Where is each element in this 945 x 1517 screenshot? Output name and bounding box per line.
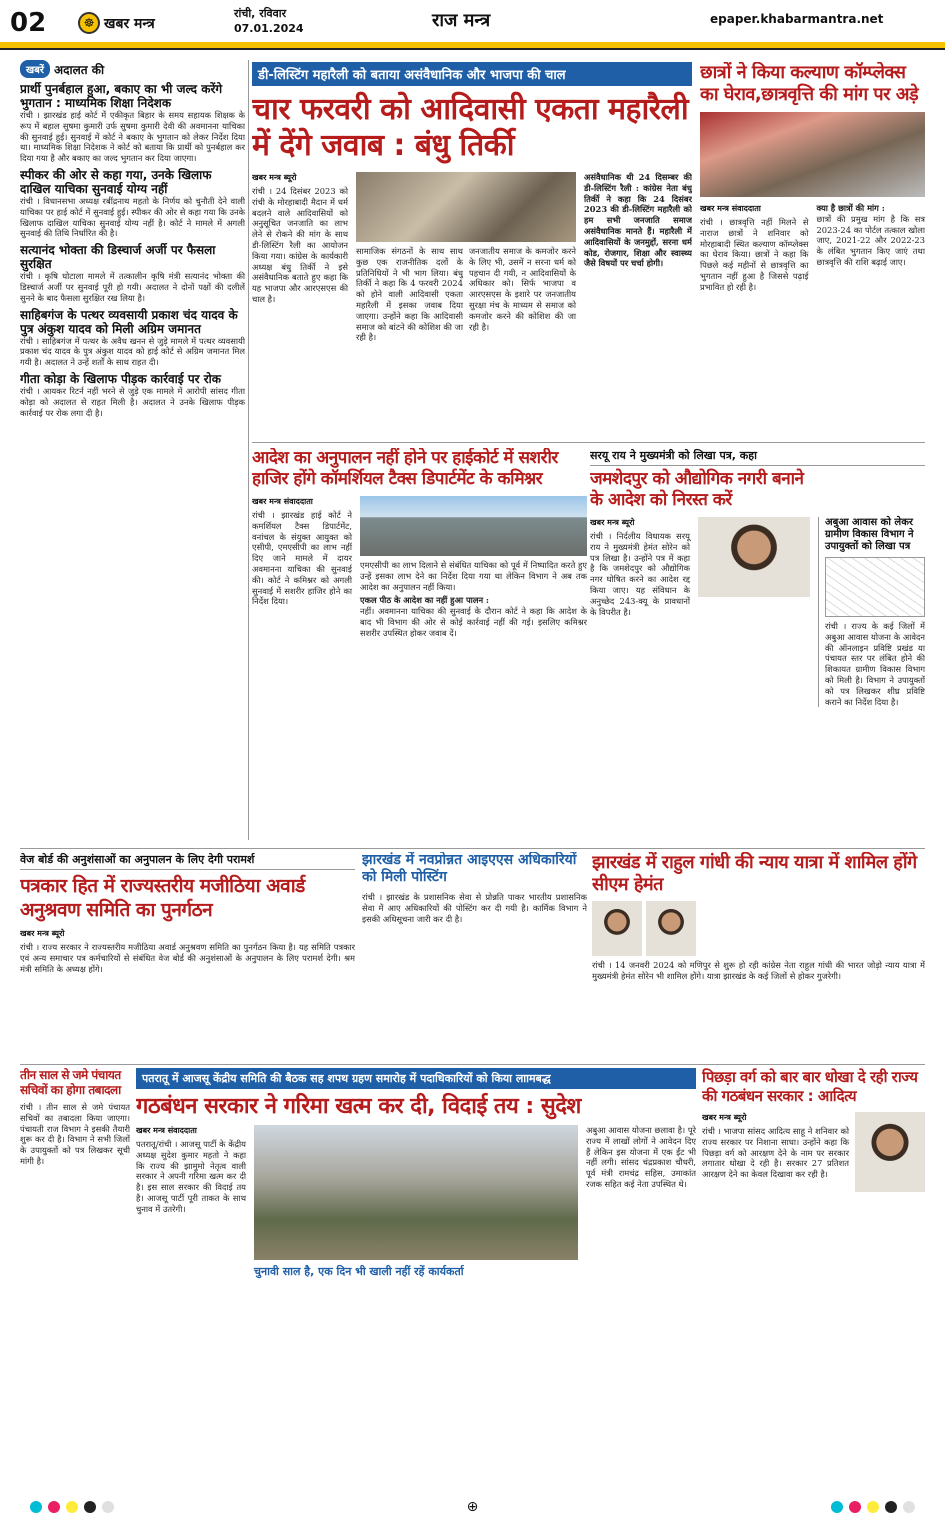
backward-class-text: रांची । भाजपा सांसद आदित्य साहू ने शनिवार को राज्य सरकार पर निशाना साधा। उन्होंने कहा कि पिछड़ा वर्ग को आरक्षण देने के नाम पर सरकार लगातार धोखा दे रही है। सरकार 27 प्रतिशत आरक्षण देने का केवल दिखावा कर रही है। xyxy=(702,1126,849,1180)
story-body: रांची । कृषि घोटाला मामले में तत्कालीन कृषि मंत्री सत्यानंद भोक्ता की डिस्चार्ज अर्जी पर सुनवाई पूरी हो गयी। अदालत ने दोनों पक्षों की दलीलें सुनने के बाद फैसला सुरक्षित रख लिया है। xyxy=(20,271,245,303)
row-divider xyxy=(252,442,925,443)
students-byline: खबर मन्त्र संवाददाता xyxy=(700,204,761,213)
tax-headline: आदेश का अनुपालन नहीं होने पर हाईकोर्ट में सशरीर हाजिर होंगे कॉमर्शियल टैक्स डिपार्टमेंट के कमिश्नर xyxy=(252,448,558,489)
students-story xyxy=(700,62,925,437)
writing-sketch-illustration xyxy=(825,557,925,617)
jamshedpur-story xyxy=(590,448,925,848)
lead-story xyxy=(252,62,692,442)
saryu-rai-photo xyxy=(698,517,810,597)
row-divider xyxy=(20,1064,925,1065)
majithia-text: रांची । राज्य सरकार ने राज्यस्तरीय मजीठिया अवार्ड अनुश्रवण समिति का पुनर्गठन किया है। यह समिति पत्रकार एवं अन्य समाचार पत्र कर्मचारियों से संबंधित वेज बोर्ड की अनुशंसाओं के अनुपालन के लिए परामर्श देगी। श्रम मंत्री समिति के अध्यक्ष होंगे। xyxy=(20,942,355,974)
jamshedpur-headline: जमशेदपुर को औद्योगिक नगरी बनाने के आदेश को निरस्त करें xyxy=(590,469,804,510)
crosshair-icon: ⊕ xyxy=(466,1498,479,1515)
nyay-yatra-story xyxy=(592,852,925,1062)
jamshedpur-byline: खबर मन्त्र ब्यूरो xyxy=(590,518,635,527)
court-news-column xyxy=(20,60,245,860)
registration-dot xyxy=(885,1501,897,1513)
tax-text: रांची । झारखंड हाई कोर्ट ने कमर्शियल टैक्स डिपार्टमेंट, वनांचल के संयुक्त आयुक्त को एसीपी, एमएसीपी का लाभ नहीं दिए जाने मामले में दायर अवमानना याचिका की सुनवाई की। कोर्ट ने कमिश्नर को अगली सुनवाई में सशरीर हाजिर होने का निर्देश दिया। xyxy=(252,510,352,607)
story-headline: प्रार्थी पुनर्बहाल हुआ, बकाए का भी जल्द करेंगे भुगतान : माध्यमिक शिक्षा निदेशक xyxy=(20,82,223,110)
registration-dot xyxy=(903,1501,915,1513)
lead-photo xyxy=(356,172,576,242)
students-headline: छात्रों ने किया कल्याण कॉम्प्लेक्स का घेराव,छात्रवृत्ति की मांग पर अड़े xyxy=(700,62,919,105)
brand-emblem-icon: ☸ xyxy=(78,12,100,34)
brand-logo xyxy=(78,12,155,34)
majithia-kicker: वेज बोर्ड की अनुशंसाओं का अनुपालन के लिए देगी परामर्श xyxy=(20,852,355,870)
panchayat-story xyxy=(20,1068,130,1488)
ias-headline: झारखंड में नवप्रोन्नत आइएएस अधिकारियों को मिली पोस्टिंग xyxy=(362,852,577,885)
lead-text: जनजातीय समाज के कमजोर करने के लिए भी, उसमें न सरना धर्म को पहचान दी गयी, न आदिवासियों के अधिकार को। सिर्फ भाजपा व आरएसएस के इशारे पर जनजातीय सुरक्षा मंच के माध्यम से समाज को कमजोर करने की कोशिश की जा रही है। xyxy=(469,246,576,332)
lead-body xyxy=(252,172,692,343)
ajsu-byline: खबर मन्त्र संवाददाता xyxy=(136,1126,197,1135)
epaper-link[interactable]: epaper.khabarmantra.net xyxy=(710,12,884,26)
ajsu-headline: गठबंधन सरकार ने गरिमा खत्म कर दी, विदाई तय : सुदेश xyxy=(136,1094,581,1119)
tax-text: नहीं। अवमानना याचिका की सुनवाई के दौरान कोर्ट ने कहा कि आदेश के बाद भी विभाग की ओर से कोई कार्रवाई नहीं की गई। इसलिए कमिश्नर सशरीर उपस्थित होकर जवाब दें। xyxy=(360,606,587,638)
registration-dot xyxy=(831,1501,843,1513)
row-divider xyxy=(20,848,925,849)
students-photo xyxy=(700,112,925,197)
majithia-story xyxy=(20,852,355,1062)
students-text: छात्रों की प्रमुख मांग है कि सत्र 2023-24 का पोर्टल तत्काल खोला जाए, 2021-22 और 2022-23 के लंबित भुगतान किए जाएं तथा छात्रवृत्ति की राशि बढ़ाई जाए। xyxy=(816,213,925,267)
jamshedpur-kicker: सरयू राय ने मुख्यमंत्री को लिखा पत्र, कहा xyxy=(590,448,925,466)
section-title: राज मन्त्र xyxy=(432,10,491,31)
masthead-accent-bar xyxy=(0,42,945,48)
aditya-sahu-photo xyxy=(855,1112,925,1192)
registration-dot xyxy=(102,1501,114,1513)
dateline xyxy=(234,6,304,36)
issue-date: 07.01.2024 xyxy=(234,22,304,35)
tax-text: एमएसीपी का लाभ दिलाने से संबंधित याचिका को पूर्व में निष्पादित करते हुए उन्हें इसका लाभ देने का निर्देश दिया गया था लेकिन विभाग ने अब तक आदेश का अनुपालन नहीं किया। xyxy=(360,560,587,592)
registration-dot xyxy=(48,1501,60,1513)
backward-class-story xyxy=(702,1068,925,1488)
majithia-byline: खबर मन्त्र ब्यूरो xyxy=(20,929,65,938)
court-news-tag xyxy=(20,60,245,78)
ias-story xyxy=(362,852,587,1062)
registration-dot xyxy=(30,1501,42,1513)
lead-byline: खबर मन्त्र ब्यूरो xyxy=(252,173,297,182)
students-text: रांची । छात्रवृत्ति नहीं मिलने से नाराज छात्रों ने शनिवार को मोरहाबादी स्थित कल्याण कॉम्प्लेक्स का घेराव किया। छात्रों ने कहा कि पिछले कई महीनों से छात्रवृत्ति का भुगतान नहीं हुआ है जिससे पढ़ाई प्रभावित हो रही है। xyxy=(700,217,809,292)
registration-dot xyxy=(849,1501,861,1513)
majithia-headline: पत्रकार हित में राज्यस्तरीय मजीठिया अवार्ड अनुश्रवण समिति का पुनर्गठन xyxy=(20,875,305,921)
masthead xyxy=(0,0,945,50)
ajsu-caption: चुनावी साल है, एक दिन भी खाली नहीं रहें कार्यकर्ता xyxy=(254,1265,464,1278)
column-divider xyxy=(248,60,249,840)
story-body: रांची । आयकर रिटर्न नहीं भरने से जुड़े एक मामले में आरोपी सांसद गीता कोड़ा को अदालत से राहत मिली है। अदालत ने उनके खिलाफ पीड़क कार्रवाई पर रोक लगा दी है। xyxy=(20,385,245,418)
registration-dot xyxy=(66,1501,78,1513)
ajsu-banner: पतरातू में आजसू केंद्रीय समिति की बैठक सह शपथ ग्रहण समारोह में पदाधिकारियों को किया लाामबद्ध xyxy=(136,1068,696,1089)
lead-text: सामाजिक संगठनों के साथ साथ कुछ एक राजनीतिक दलों के प्रतिनिधियों ने भी भाग लिया। बंधु तिर्की ने कहा कि 4 फरवरी 2024 को होने वाली आदिवासी एकता महारैली में इसका जवाब दिया जाएगा। उन्होंने कहा कि आदिवासी समाज को बांटने की कोशिश की जा रही है। xyxy=(356,246,463,343)
jamshedpur-text: रांची । निर्दलीय विधायक सरयू राय ने मुख्यमंत्री हेमंत सोरेन को पत्र लिखा है। उन्होंने पत्र में कहा है कि जमशेदपुर को औद्योगिक नगर घोषित करने का आदेश रद्द किया जाए। यह संविधान के अनुच्छेद 243-क्यू के प्रावधानों के विपरीत है। xyxy=(590,531,690,617)
highcourt-photo xyxy=(360,496,587,556)
city-day: रांची, रविवार xyxy=(234,7,287,20)
story-headline: गीता कोड़ा के खिलाफ पीड़क कार्रवाई पर रोक xyxy=(20,371,221,386)
lead-headline: चार फरवरी को आदिवासी एकता महारैली में देंगे जवाब : बंधु तिर्की xyxy=(252,92,689,163)
panchayat-text: रांची । तीन साल से जमे पंचायत सचिवों का तबादला किया जाएगा। पंचायती राज विभाग ने इसकी तैयारी शुरू कर दी है। विभाग ने सभी जिलों के उपायुक्तों को पत्र लिखकर सूची मांगी है। xyxy=(20,1102,130,1166)
registration-dot xyxy=(84,1501,96,1513)
story-body: रांची । विधानसभा अध्यक्ष रबींद्रनाथ महतो के निर्णय को चुनौती देने वाली याचिका पर हाई कोर्ट में सुनवाई हुई। स्पीकर की ओर से कहा गया कि उनके खिलाफ दाखिल याचिका सुनवाई योग्य नहीं है। कोर्ट ने मामले में अगली सुनवाई की तिथि निर्धारित की है। xyxy=(20,195,245,239)
lead-sidebar: असंवैधानिक थी 24 दिसम्बर की डी-लिस्टिंग रैली : कांग्रेस नेता बंधु तिर्की ने कहा कि 24 दिसंबर 2023 की डी-लिस्टिंग महारैली को हम सभी जनजाति समाज असंवैधानिक मानते हैं। महारैली में आदिवासियों के जनमुद्दों, सरना धर्म कोड, रोजगार, शिक्षा और स्वास्थ्य जैसे विषयों पर चर्चा होगी। xyxy=(584,172,692,269)
ajsu-text: पतरातू/रांची । आजसू पार्टी के केंद्रीय अध्यक्ष सुदेश कुमार महतो ने कहा कि राज्य की झामुमो नेतृत्व वाली सरकार ने अपनी गरिमा खत्म कर दी है। इस साल सरकार की विदाई तय है। आजसू पार्टी पूरी ताकत के साथ चुनाव में उतरेगी। xyxy=(136,1139,246,1214)
panchayat-headline: तीन साल से जमे पंचायत सचिवों का होगा तबादला xyxy=(20,1068,121,1097)
rahul-gandhi-photo xyxy=(592,901,642,956)
tax-subhead: एकल पीठ के आदेश का नहीं हुआ पालन : xyxy=(360,595,489,606)
court-tag: अदालत की xyxy=(53,62,105,77)
commercial-tax-story xyxy=(252,448,587,848)
ajsu-rally-photo xyxy=(254,1125,578,1260)
story-headline: स्पीकर की ओर से कहा गया, उनके खिलाफ दाखिल याचिका सुनवाई योग्य नहीं xyxy=(20,167,212,196)
page-number: 02 xyxy=(10,8,47,38)
brand-name: खबर मन्त्र xyxy=(104,15,155,32)
lead-text: रांची । 24 दिसंबर 2023 को रांची के मोरहाबादी मैदान में धर्म बदलने वाले आदिवासियों को अनुसूचित जनजाति का लाभ लेने से रोकने की मांग के साथ डी-लिस्टिंग रैली का आयोजन किया गया। कांग्रेस के कार्यकारी अध्यक्ष बंधु तिर्की ने इसे असंवैधानिक बताते हुए कहा कि यह भाजपा और आरएसएस की चाल है। xyxy=(252,186,348,304)
registration-dots-left xyxy=(30,1501,114,1513)
abua-awas-text: रांची । राज्य के कई जिलों में अबुआ आवास योजना के आवेदन की ऑनलाइन प्रविष्टि प्रखंड या पंचायत स्तर पर लंबित होने की शिकायत ग्रामीण विकास विभाग को मिली है। विभाग ने उपायुक्तों को पत्र लिखकर शीघ्र प्रविष्टि कराने का निर्देश दिया है। xyxy=(825,621,925,707)
lead-banner: डी-लिस्टिंग महारैली को बताया असंवैधानिक और भाजपा की चाल xyxy=(252,62,692,86)
news-tag: खबरें xyxy=(20,60,50,78)
tax-byline: खबर मन्त्र संवाददाता xyxy=(252,497,313,506)
students-subhead: क्या है छात्रों की मांग : xyxy=(816,203,885,213)
nyay-yatra-headline: झारखंड में राहुल गांधी की न्याय यात्रा में शामिल होंगे सीएम हेमंत xyxy=(592,852,917,895)
abua-awas-headline: अबुआ आवास को लेकर ग्रामीण विकास विभाग ने उपायुक्तों को लिखा पत्र xyxy=(825,517,914,552)
story-body: रांची । झारखंड हाई कोर्ट में एकीकृत बिहार के समय सहायक शिक्षक के रूप में बहाल सुषमा कुमारी उर्फ सुषमा कुमारी देवी की अवमानना याचिका की सुनवाई हुई। सुनवाई में कोर्ट ने बकाए के भुगतान को लेकर निर्देश दिया था। माध्यमिक शिक्षा निदेशक ने कोर्ट को बताया कि प्रार्थी को पुनर्बहाल कर दिया गया है और बकाए का जल्द भुगतान कर दिया जाएगा। xyxy=(20,110,245,164)
backward-class-byline: खबर मन्त्र ब्यूरो xyxy=(702,1113,747,1122)
story-headline: सत्यानंद भोक्ता की डिस्चार्ज अर्जी पर फैसला सुरक्षित xyxy=(20,243,216,272)
ias-text: रांची । झारखंड के प्रशासनिक सेवा से प्रोन्नति पाकर भारतीय प्रशासनिक सेवा में आए अधिकारियों की पोस्टिंग कर दी गयी है। कार्मिक विभाग ने इसकी अधिसूचना जारी कर दी है। xyxy=(362,892,587,924)
registration-dot xyxy=(867,1501,879,1513)
registration-dots-right xyxy=(831,1501,915,1513)
story-headline: साहिबगंज के पत्थर व्यवसायी प्रकाश चंद यादव के पुत्र अंकुश यादव को मिली अग्रिम जमानत xyxy=(20,307,238,336)
ajsu-story xyxy=(136,1068,696,1488)
hemant-soren-photo xyxy=(646,901,696,956)
ajsu-text: अबुआ आवास योजना छलावा है। पूरे राज्य में लाखों लोगों ने आवेदन दिए हैं लेकिन इस योजना में एक ईंट भी नहीं लगी। सांसद चंद्रप्रकाश चौधरी, पूर्व मंत्री रामचंद्र सहिस, उमाकांत रजक सहित कई नेता उपस्थित थे। xyxy=(586,1125,696,1189)
story-body: रांची । साहिबगंज में पत्थर के अवैध खनन से जुड़े मामले में पत्थर व्यवसायी प्रकाश चंद यादव के पुत्र अंकुश यादव को हाई कोर्ट से अग्रिम जमानत मिल गयी है। अदालत ने उन्हें शर्तों के साथ राहत दी। xyxy=(20,335,245,368)
nyay-yatra-text: रांची । 14 जनवरी 2024 को मणिपुर से शुरू हो रही कांग्रेस नेता राहुल गांधी की भारत जोड़ो न्याय यात्रा में मुख्यमंत्री हेमंत सोरेन भी शामिल होंगे। यात्रा झारखंड के कई जिलों से होकर गुजरेगी। xyxy=(592,960,925,981)
print-registration-marks xyxy=(0,1496,945,1517)
backward-class-headline: पिछड़ा वर्ग को बार बार धोखा दे रही राज्य की गठबंधन सरकार : आदित्य xyxy=(702,1068,918,1105)
